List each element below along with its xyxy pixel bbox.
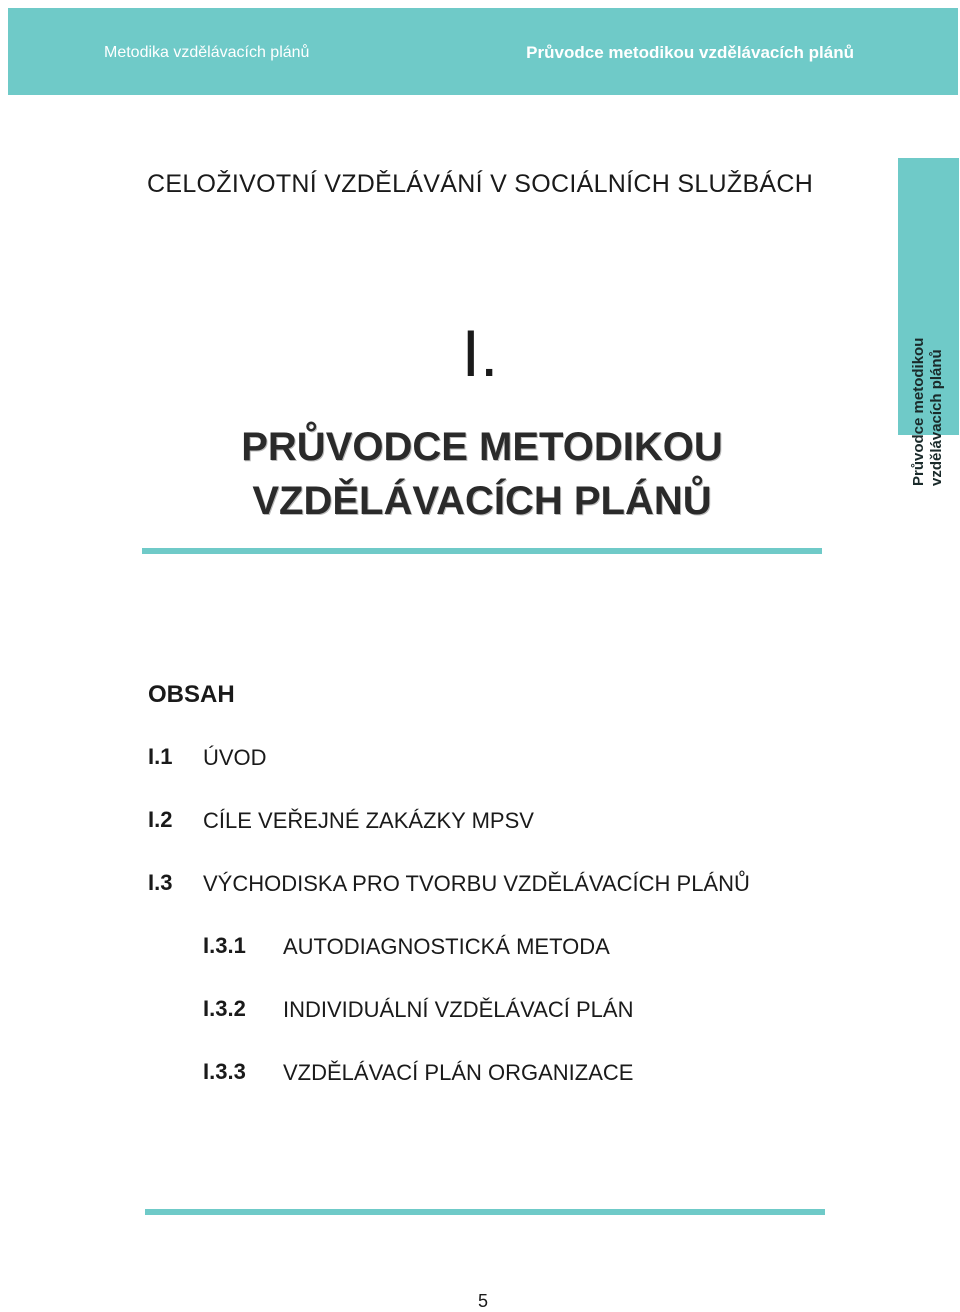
toc-item-number: I.3 — [148, 870, 173, 895]
side-tab-line-2: vzdělávacích plánů — [928, 349, 945, 486]
chapter-title-line-1: PRŮVODCE METODIKOU — [241, 425, 723, 469]
top-divider — [142, 548, 822, 554]
page-number: 5 — [477, 1291, 488, 1311]
toc-item-label: AUTODIAGNOSTICKÁ METODA — [283, 934, 610, 959]
chapter-title — [0, 420, 960, 528]
chapter-title-line-2: VZDĚLÁVACÍCH PLÁNŮ — [252, 479, 712, 523]
toc-item-number: I.3.3 — [203, 1059, 246, 1084]
bottom-divider — [145, 1209, 825, 1215]
toc-item-label: ÚVOD — [203, 745, 267, 770]
series-title: CELOŽIVOTNÍ VZDĚLÁVÁNÍ V SOCIÁLNÍCH SLUŽBÁCH — [147, 170, 814, 198]
toc-item-label: VZDĚLÁVACÍ PLÁN ORGANIZACE — [283, 1060, 634, 1085]
toc-item-number: I.3.1 — [203, 933, 246, 958]
header-left-title: Metodika vzdělávacích plánů — [104, 44, 310, 61]
toc-item-number: I.2 — [148, 807, 173, 832]
chapter-numeral: I. — [461, 316, 499, 390]
toc-heading: OBSAH — [148, 681, 235, 708]
toc-item-label: INDIVIDUÁLNÍ VZDĚLÁVACÍ PLÁN — [283, 997, 634, 1022]
toc-item-number: I.3.2 — [203, 996, 246, 1021]
toc-item-label: CÍLE VEŘEJNÉ ZAKÁZKY MPSV — [203, 808, 534, 833]
side-tab — [898, 158, 959, 486]
side-tab-line-1: Průvodce metodikou — [910, 337, 927, 486]
toc-item-label: VÝCHODISKA PRO TVORBU VZDĚLÁVACÍCH PLÁNŮ — [203, 871, 750, 896]
toc-item-number: I.1 — [148, 744, 173, 769]
header-right-title: Průvodce metodikou vzdělávacích plánů — [526, 43, 854, 62]
